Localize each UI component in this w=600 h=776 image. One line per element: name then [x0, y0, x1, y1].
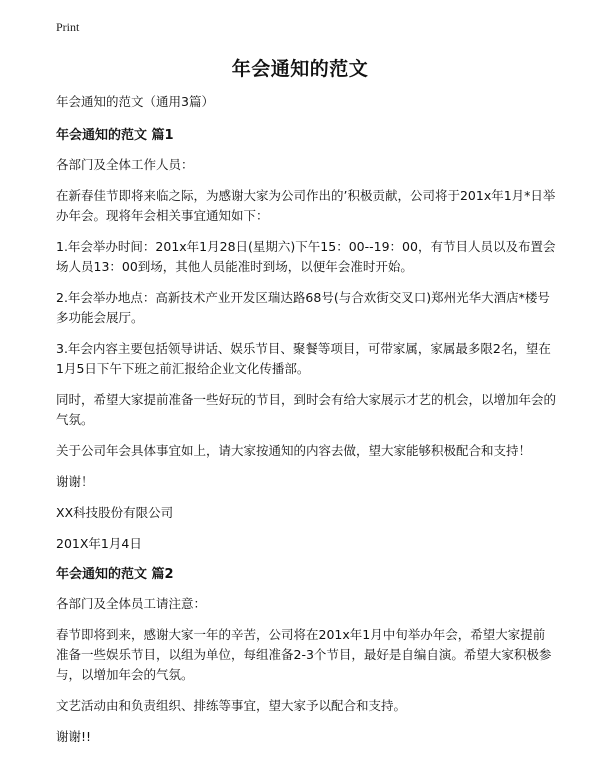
paragraph: 1.年会举办时间：201x年1月28日(星期六)下午15：00--19：00，有节目人员以及布置会场人员13：00到场，其他人员能准时到场，以便年会准时开始。: [56, 239, 556, 274]
paragraph: 2.年会举办地点：高新技术产业开发区瑞达路68号(与合欢街交叉口)郑州光华大酒店*楼号多功能会展厅。: [56, 290, 550, 325]
paragraph: 同时，希望大家提前准备一些好玩的节目，到时会有给大家展示才艺的机会，以增加年会的气氛。: [56, 392, 557, 427]
paragraph: 春节即将到来，感谢大家一年的辛苦，公司将在201x年1月中旬举办年会，希望大家提前准备一些娱乐节目，以组为单位，每组准备2-3个节目，最好是自编自演。希望大家积极参与，以增加年会的气氛。: [56, 627, 552, 682]
paragraph: 3.年会内容主要包括领导讲话、娱乐节目、聚餐等项目，可带家属，家属最多限2名，望在1月5日下午下班之前汇报给企业文化传播部。: [56, 341, 551, 376]
salutation: 各部门及全体员工请注意：: [56, 596, 207, 611]
company-name: XX科技股份有限公司: [56, 505, 174, 520]
document-body: [56, 92, 556, 758]
salutation: 各部门及全体工作人员：: [56, 157, 194, 172]
document-date: 201X年1月4日: [56, 536, 142, 551]
document-subtitle: 年会通知的范文（通用3篇）: [56, 94, 214, 109]
section-heading-1: 年会通知的范文 篇1: [56, 128, 174, 143]
page-title: 年会通知的范文: [231, 58, 369, 80]
paragraph: 文艺活动由和负责组织、排练等事宜，望大家予以配合和支持。: [56, 698, 407, 713]
thanks-line: 谢谢！: [56, 474, 94, 489]
thanks-line: 谢谢!!: [56, 729, 92, 744]
section-heading-2: 年会通知的范文 篇2: [56, 567, 174, 582]
paragraph: 关于公司年会具体事宜如上，请大家按通知的内容去做，望大家能够积极配合和支持！: [56, 443, 532, 458]
paragraph: 在新春佳节即将来临之际，为感谢大家为公司作出的’积极贡献，公司将于201x年1月*日举办年会。现将年会相关事宜通知如下：: [56, 188, 556, 223]
print-link[interactable]: Print: [56, 20, 80, 34]
